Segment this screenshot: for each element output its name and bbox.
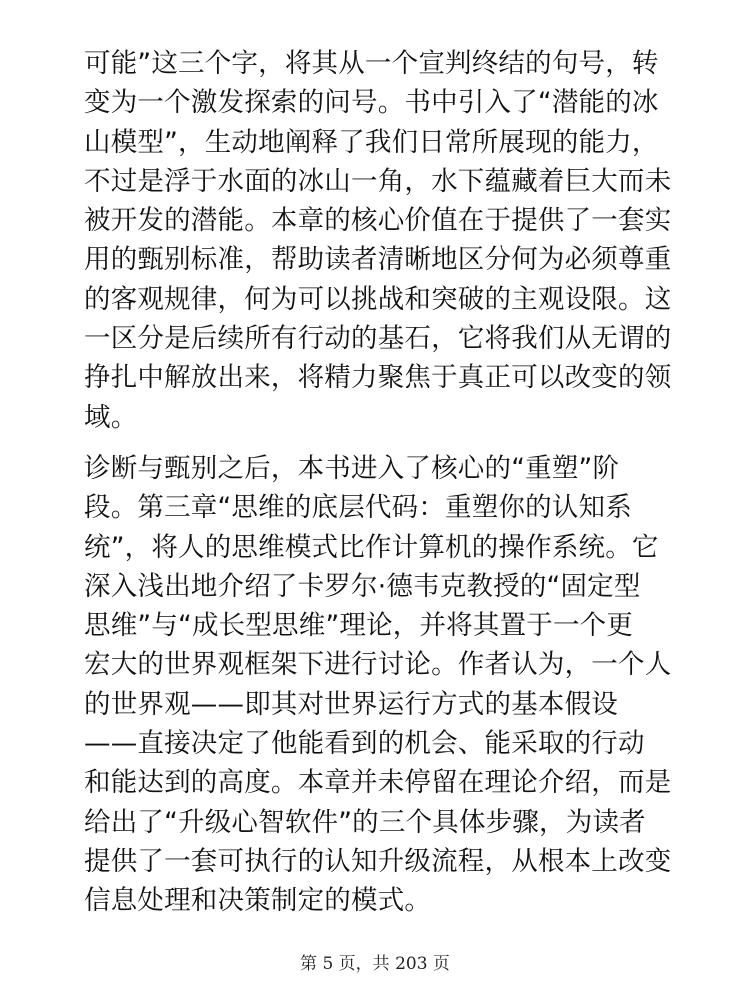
text-line: ——直接决定了他能看到的机会、能采取的行动 (84, 728, 645, 760)
text-line: 给出了“升级心智软件”的三个具体步骤，为读者 (84, 806, 646, 838)
text-line: 用的甄别标准，帮助读者清晰地区分何为必须尊重 (84, 244, 672, 276)
text-line: 思维”与“成长型思维”理论，并将其置于一个更 (84, 610, 634, 642)
text-line: 深入浅出地介绍了卡罗尔·德韦克教授的“固定型 (84, 570, 641, 602)
paragraph-2 (84, 449, 672, 921)
text-line: 被开发的潜能。本章的核心价值在于提供了一套实 (84, 205, 672, 237)
text-line: 和能达到的高度。本章并未停留在理论介绍，而是 (84, 767, 672, 799)
body-text (84, 44, 672, 921)
text-line: 的世界观——即其对世界运行方式的基本假设 (84, 688, 618, 720)
paragraph-1 (84, 44, 672, 437)
text-line: 诊断与甄别之后，本书进入了核心的“重塑”阶 (84, 452, 620, 484)
text-line: 不过是浮于水面的冰山一角，水下蕴藏着巨大而未 (84, 165, 672, 197)
text-line: 可能”这三个字，将其从一个宣判终结的句号，转 (84, 48, 659, 79)
text-line: 宏大的世界观框架下进行讨论。作者认为，一个人 (84, 649, 672, 681)
text-line: 山模型”，生动地阐释了我们日常所展现的能力， (84, 126, 659, 158)
text-line: 段。第三章“思维的底层代码：重塑你的认知系 (84, 492, 632, 524)
page-number-footer: 第 5 页，共 203 页 (300, 954, 450, 974)
text-line: 挣扎中解放出来，将精力聚焦于真正可以改变的领 (84, 362, 672, 394)
text-line: 提供了一套可执行的认知升级流程，从根本上改变 (84, 845, 672, 877)
text-line: 统”，将人的思维模式比作计算机的操作系统。它 (84, 531, 659, 563)
text-line: 一区分是后续所有行动的基石，它将我们从无谓的 (84, 323, 672, 355)
text-line: 的客观规律，何为可以挑战和突破的主观设限。这 (84, 283, 672, 315)
text-line: 信息处理和决策制定的模式。 (84, 885, 432, 917)
text-line: 变为一个激发探索的问号。书中引入了“潜能的冰 (84, 87, 659, 119)
text-line: 域。 (84, 401, 138, 433)
